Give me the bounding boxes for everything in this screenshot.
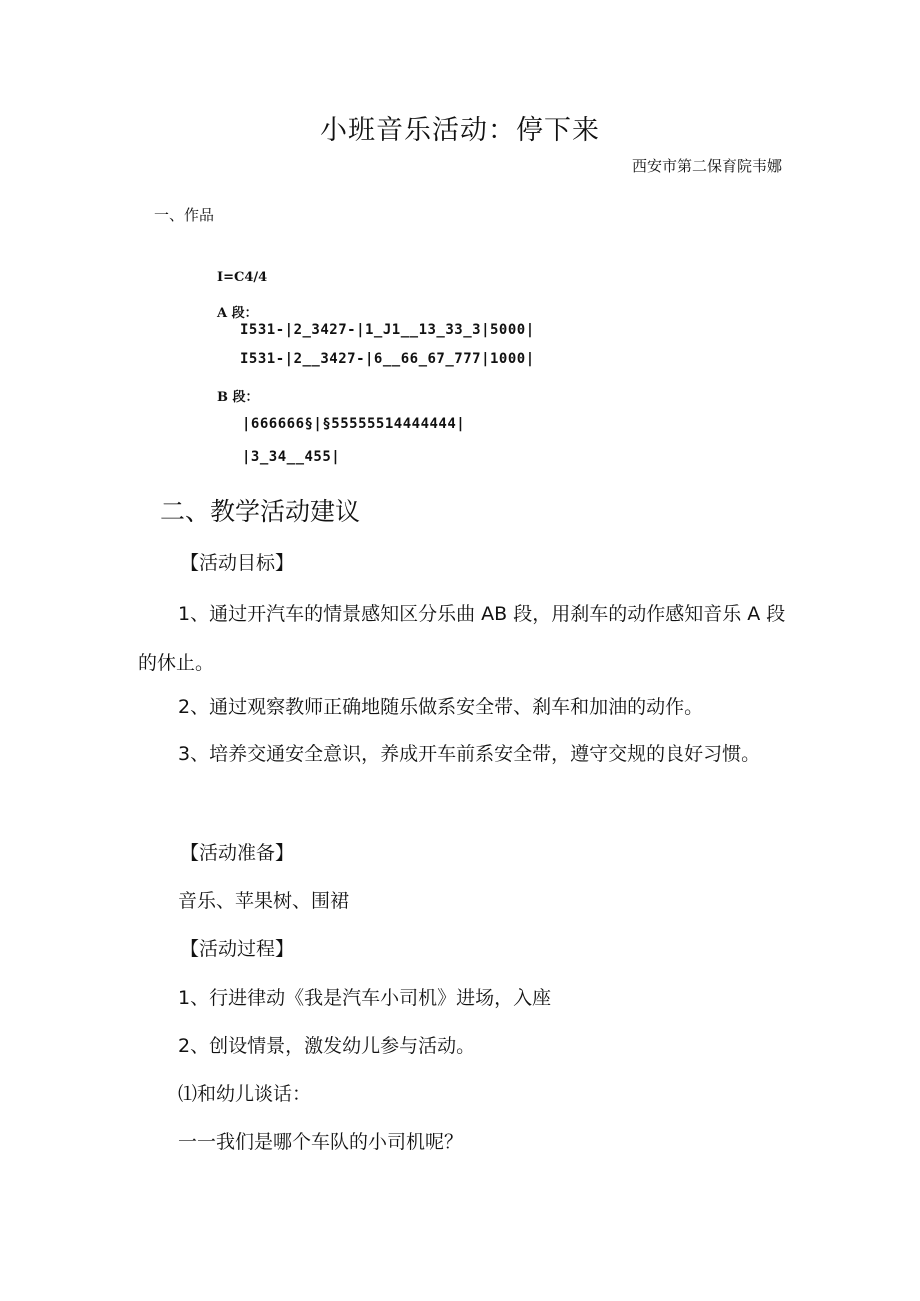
prep-heading: 【活动准备】 bbox=[180, 842, 295, 864]
notation-b-line-2: |3_34__455| bbox=[242, 449, 341, 465]
author-line: 西安市第二保育院韦娜 bbox=[631, 157, 782, 175]
section-heading-suggestions: 二、教学活动建议 bbox=[160, 497, 361, 526]
segment-b-label: B 段： bbox=[217, 390, 259, 405]
dialog-line-1: 一一我们是哪个车队的小司机呢？ bbox=[178, 1131, 464, 1153]
goal-item-1: 1、通过开汽车的情景感知区分乐曲 AB 段，用刹车的动作感知音乐 A 段的休止。 bbox=[138, 603, 786, 674]
section-heading-work: 一、作品 bbox=[154, 206, 215, 224]
goal-item-2: 2、通过观察教师正确地随乐做系安全带、刹车和加油的动作。 bbox=[178, 696, 704, 718]
process-step-2: 2、创设情景，激发幼儿参与活动。 bbox=[178, 1035, 476, 1057]
segment-a-label: A 段： bbox=[217, 306, 258, 321]
process-heading: 【活动过程】 bbox=[180, 938, 295, 960]
goal-item-3: 3、培养交通安全意识，养成开车前系安全带，遵守交规的良好习惯。 bbox=[178, 743, 761, 765]
notation-a-line-1: I531-|2_3427-|1_J1__13_33_3|5000| bbox=[240, 322, 535, 338]
page-title: 小班音乐活动：停下来 bbox=[320, 115, 600, 146]
notation-a-line-2: I531-|2__3427-|6__66_67_777|1000| bbox=[240, 351, 535, 367]
process-step-2-sub-1: ⑴和幼儿谈话： bbox=[178, 1083, 312, 1105]
notation-b-line-1: |666666§|§55555514444444| bbox=[242, 416, 466, 432]
process-step-1: 1、行进律动《我是汽车小司机》进场，入座 bbox=[178, 987, 552, 1009]
goal-heading: 【活动目标】 bbox=[180, 552, 295, 574]
prep-text: 音乐、苹果树、围裙 bbox=[178, 890, 350, 912]
key-signature: I=C4/4 bbox=[217, 270, 268, 285]
